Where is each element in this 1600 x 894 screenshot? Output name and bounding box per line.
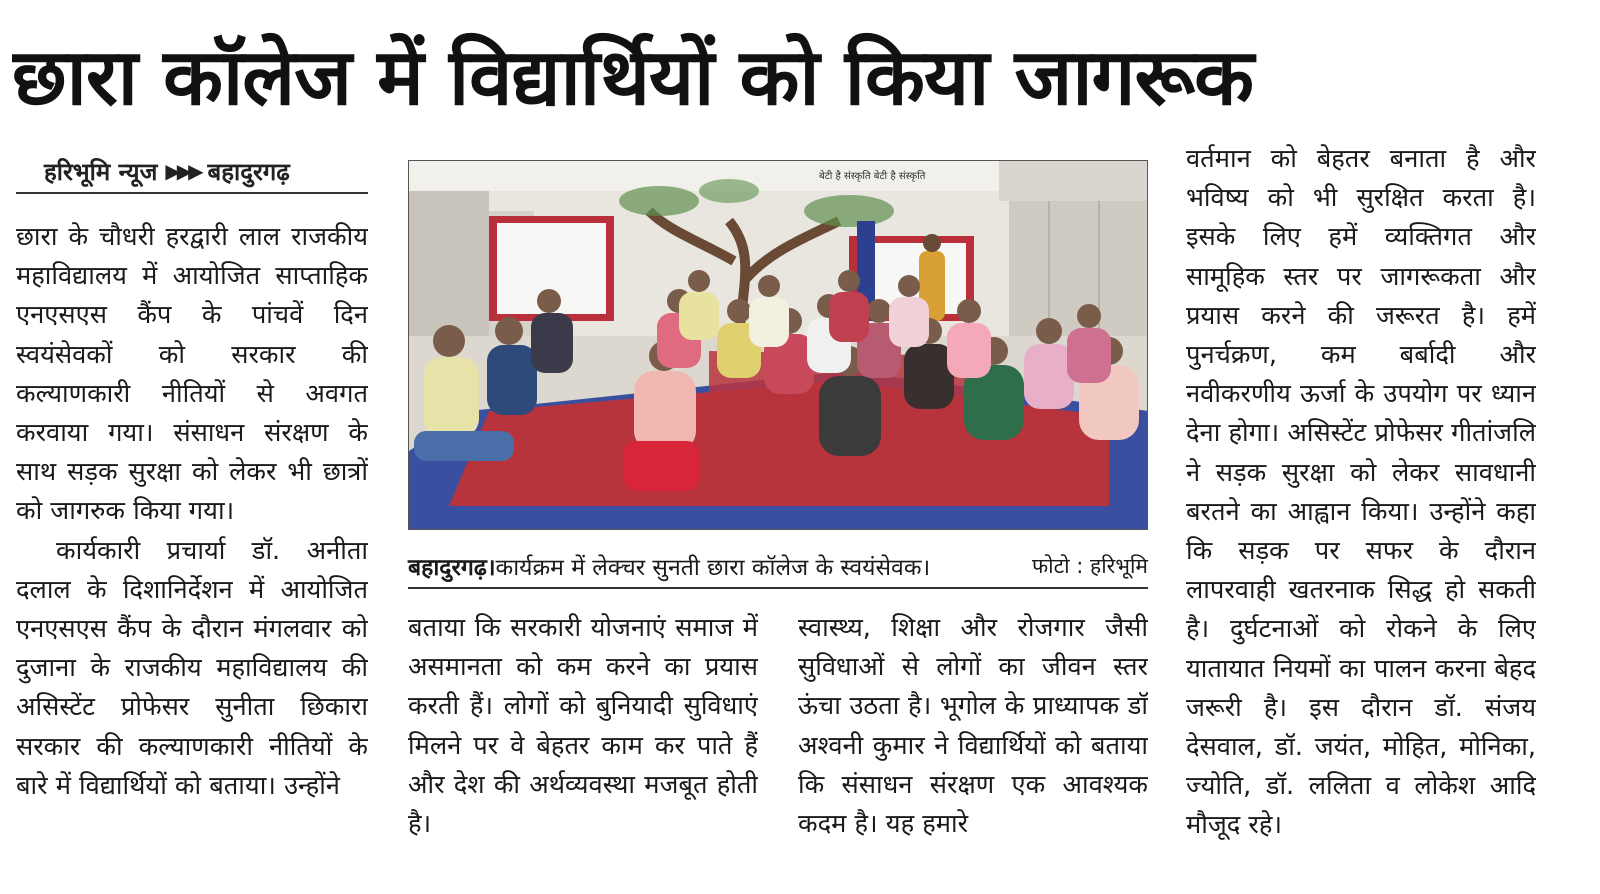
headline: छारा कॉलेज में विद्यार्थियों को किया जागरूक: [12, 33, 1253, 123]
article-column-1: [16, 218, 368, 848]
byline: [16, 150, 368, 194]
article-paragraph: छारा के चौधरी हरद्वारी लाल राजकीय महाविद्यालय में आयोजित साप्ताहिक एनएसएस कैंप के पांचवें दिन स्वयंसेवकों को सरकार की कल्याणकारी नीतियों से अवगत करवाया गया। संसाधन संरक्षण के साथ सड़क सुरक्षा को लेकर भी छात्रों को जागरुक किया गया।: [16, 222, 368, 527]
wall-text: बेटी है संस्कृति बेटी है संस्कृति: [819, 171, 926, 182]
byline-source: हरिभूमि न्यूज: [44, 157, 158, 186]
article-column-2: [408, 609, 758, 849]
article-column-3: [798, 609, 1148, 849]
article-column-4: [1186, 140, 1536, 850]
article-paragraph: बताया कि सरकारी योजनाएं समाज में असमानता को कम करने का प्रयास करती हैं। लोगों को बुनियादी सुविधाएं मिलने पर वे बेहतर काम कर पाते हैं और देश की अर्थव्यवस्था मजबूत होती है।: [408, 613, 758, 840]
caption-credit: फोटो : हरिभूमि: [1031, 554, 1148, 578]
article-paragraph: स्वास्थ्य, शिक्षा और रोजगार जैसी सुविधाओं से लोगों का जीवन स्तर ऊंचा उठता है। भूगोल के प्राध्यापक डॉ अश्वनी कुमार ने विद्यार्थियों को बताया कि संसाधन संरक्षण एक आवश्यक कदम है। यह हमारे: [798, 613, 1148, 840]
byline-place: बहादुरगढ़: [207, 157, 290, 186]
article-paragraph: कार्यकारी प्रचार्या डॉ. अनीता दलाल के दिशानिर्देशन में आयोजित एनएसएस कैंप के दौरान मंगलवार को दुजाना के राजकीय महाविद्यालय की असिस्टेंट प्रोफेसर सुनीता छिकारा सरकार की कल्याणकारी नीतियों के बारे में विद्यार्थियों को बताया। उन्होंने: [16, 535, 368, 801]
article-paragraph: वर्तमान को बेहतर बनाता है और भविष्य को भी सुरक्षित करता है। इसके लिए हमें व्यक्तिगत और सामूहिक स्तर पर जागरूकता और प्रयास करने की जरूरत है। हमें पुनर्चक्रण, कम बर्बादी और नवीकरणीय ऊर्जा के उपयोग पर ध्यान देना होगा। असिस्टेंट प्रोफेसर गीतांजलि ने सड़क सुरक्षा को लेकर सावधानी बरतने का आह्वान किया। उन्होंने कहा कि सड़क पर सफर के दौरान लापरवाही खतरनाक सिद्ध हो सकती है। दुर्घटनाओं को रोकने के लिए यातायात नियमों का पालन करना बेहद जरूरी है। इस दौरान डॉ. संजय देसवाल, डॉ. जयंत, मोहित, मोनिका, ज्योति, डॉ. ललिता व लोकेश आदि मौजूद रहे।: [1186, 144, 1536, 841]
caption-text: कार्यक्रम में लेक्चर सुनती छारा कॉलेज के स्वयंसेवक।: [495, 555, 931, 581]
news-photo: [408, 160, 1148, 530]
play-arrows-icon: ▶▶▶: [165, 159, 200, 183]
caption-place: बहादुरगढ़।: [408, 555, 496, 581]
photo-caption: [408, 545, 1148, 589]
